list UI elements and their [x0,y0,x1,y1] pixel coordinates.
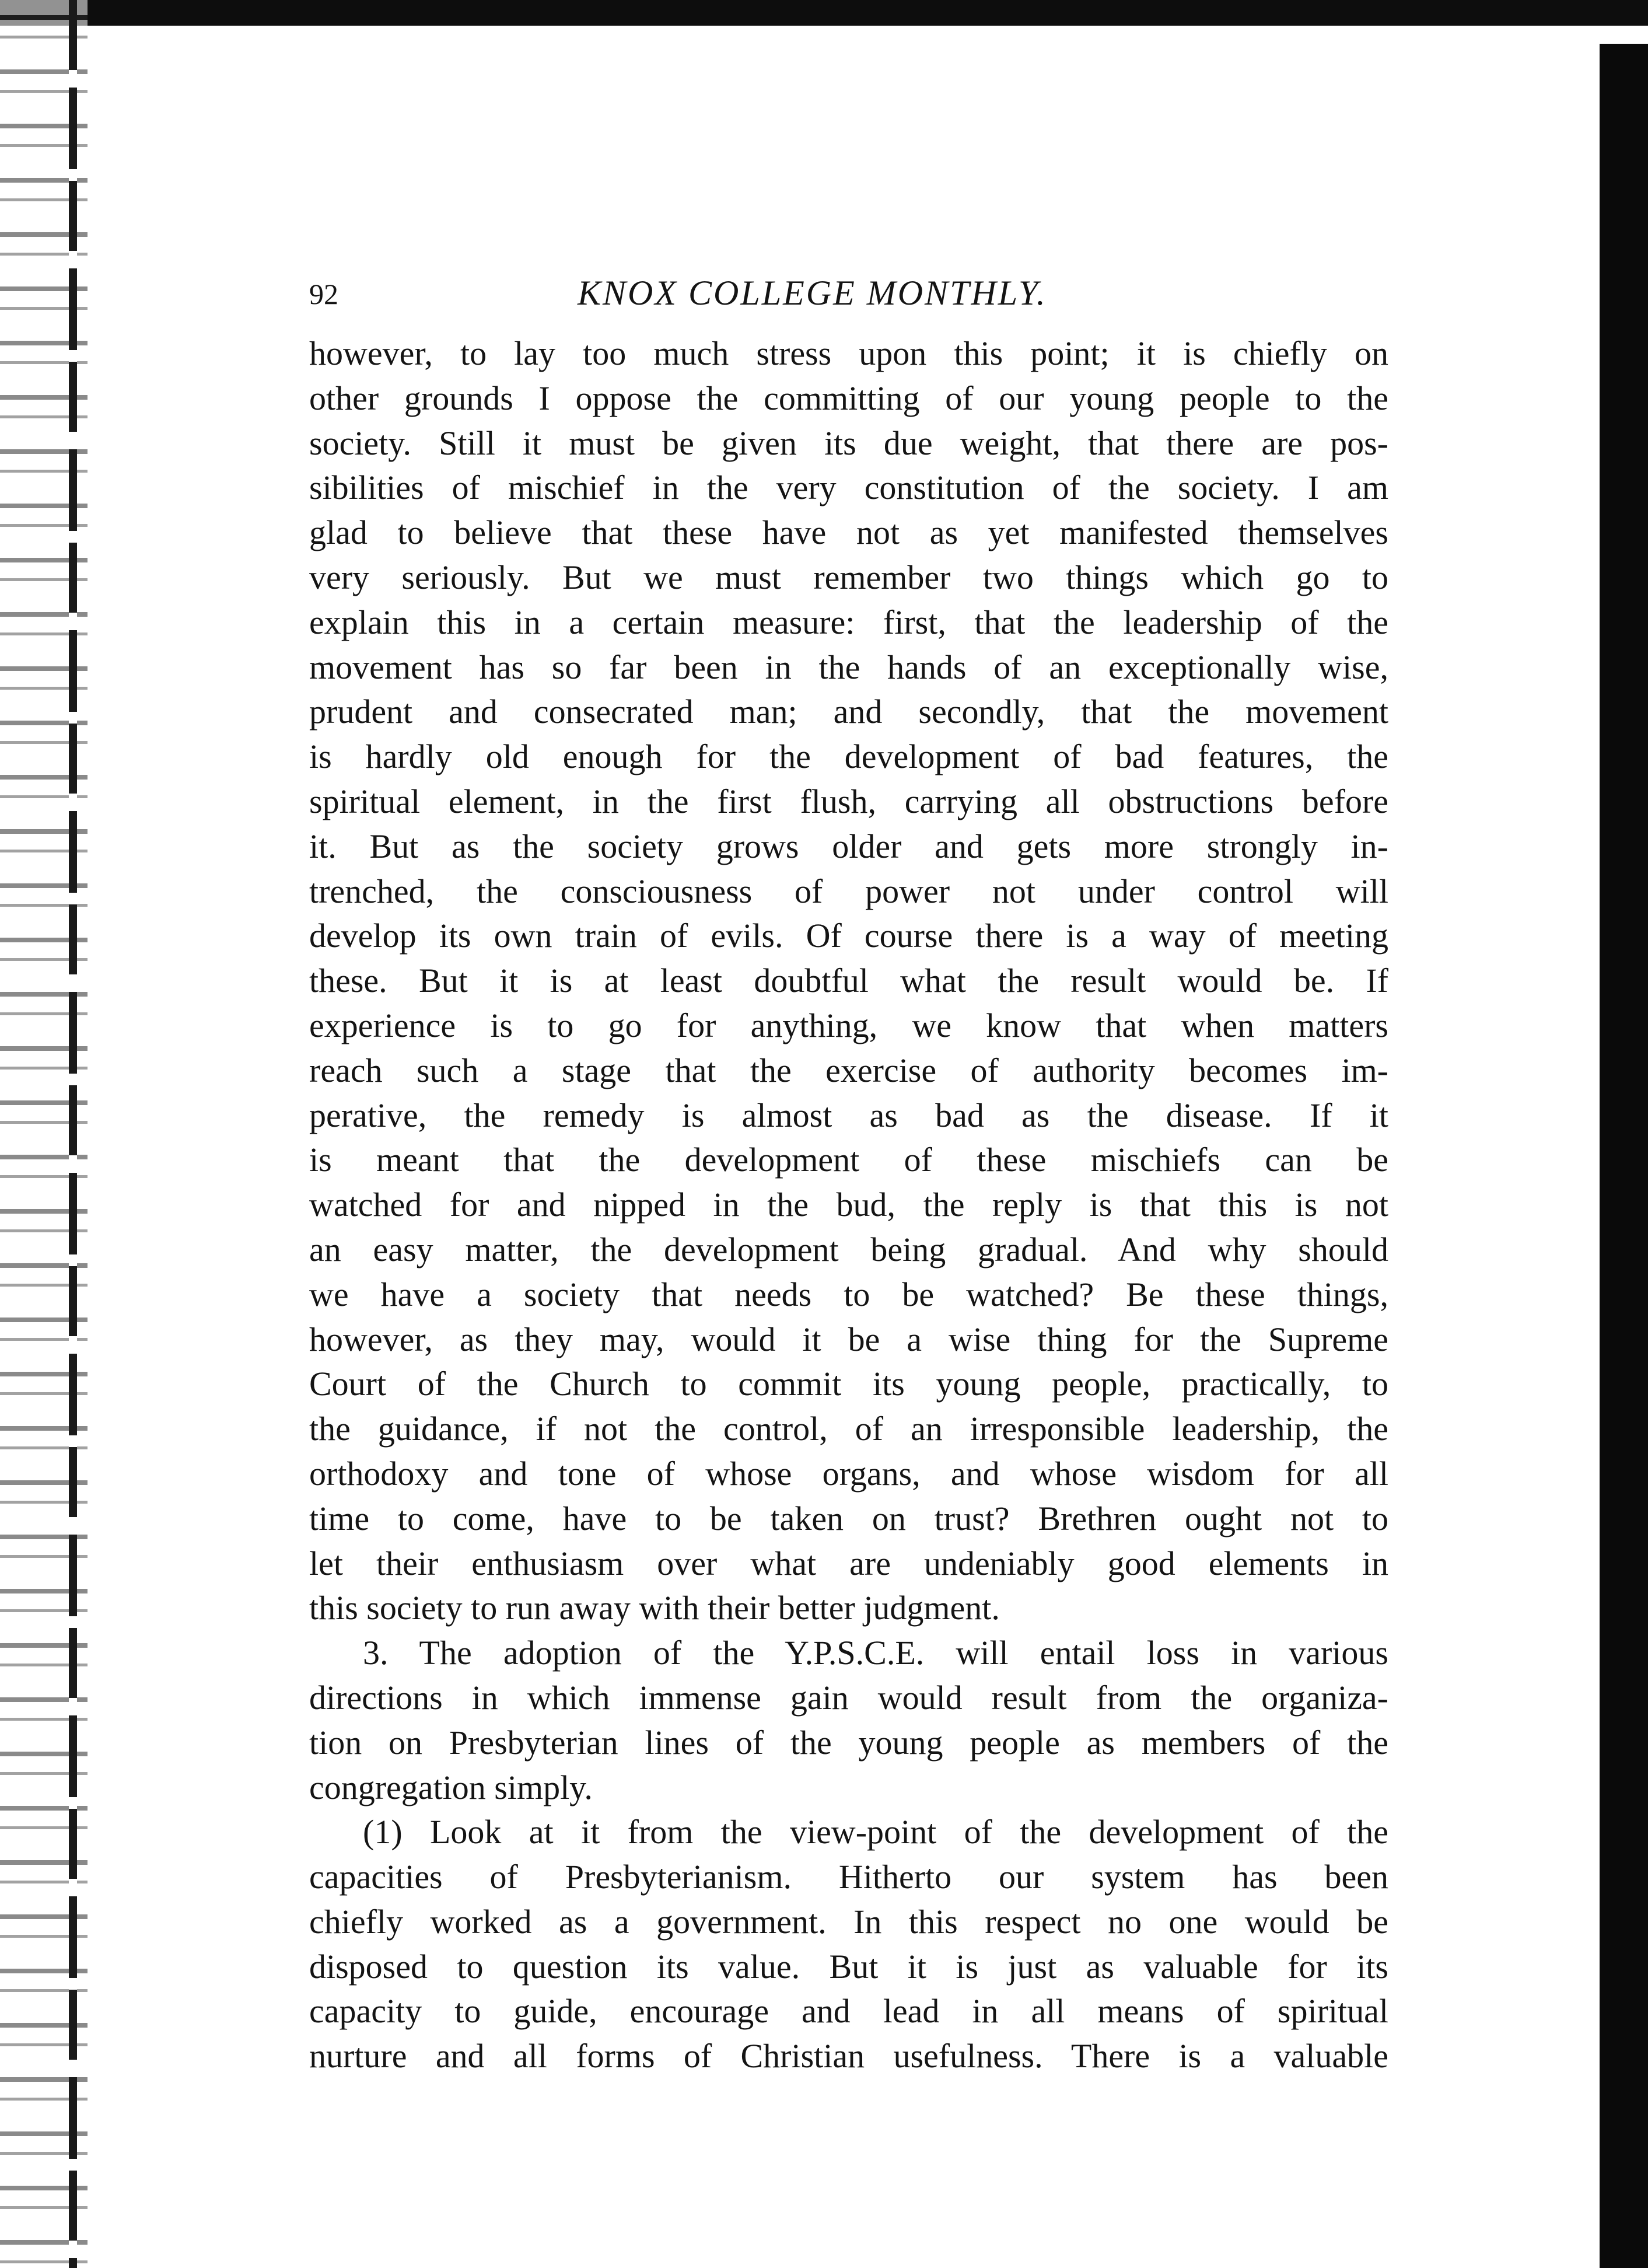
paragraph [309,1631,1388,1810]
paragraph [309,331,1388,1631]
text-line: society. Still it must be given its due weight, that there are pos- [309,424,1388,462]
text-line: is hardly old enough for the development of bad features, the [309,738,1388,776]
text-line: tion on Presbyterian lines of the young people as members of the [309,1723,1388,1762]
text-line: reach such a stage that the exercise of authority becomes im- [309,1051,1388,1089]
text-line: 3. The adoption of the Y.P.S.C.E. will entail loss in various [363,1634,1388,1672]
text-line: (1) Look at it from the view-point of the development of the [363,1813,1388,1851]
book-page [309,267,1388,2079]
text-line: prudent and consecrated man; and secondly, that the movement [309,693,1388,731]
text-line: an easy matter, the development being gradual. And why should [309,1230,1388,1268]
text-line: glad to believe that these have not as yet manifested themselves [309,513,1388,552]
text-line: perative, the remedy is almost as bad as the disease. If it [309,1096,1388,1134]
paragraph [309,1810,1388,2079]
text-line: other grounds I oppose the committing of our young people to the [309,379,1388,417]
text-line: nurture and all forms of Christian usefulness. There is a valuable [309,2037,1388,2075]
text-line: disposed to question its value. But it is just as valuable for its [309,1947,1388,1986]
running-title: KNOX COLLEGE MONTHLY. [578,274,1047,312]
text-line: Court of the Church to commit its young people, practically, to [309,1365,1388,1403]
text-line: let their enthusiasm over what are undeniably good elements in [309,1544,1388,1582]
text-line: this society to run away with their better judgment. [309,1589,1000,1627]
text-line: movement has so far been in the hands of an exceptionally wise, [309,648,1388,686]
text-line: capacity to guide, encourage and lead in all means of spiritual [309,1992,1388,2031]
text-line: chiefly worked as a government. In this respect no one would be [309,1902,1388,1941]
text-line: capacities of Presbyterianism. Hitherto our system has been [309,1858,1388,1896]
text-line: time to come, have to be taken on trust? Brethren ought not to [309,1499,1388,1537]
text-line: sibilities of mischief in the very constitution of the society. I am [309,469,1388,507]
text-line: very seriously. But we must remember two things which go to [309,558,1388,596]
text-line: experience is to go for anything, we know that when matters [309,1006,1388,1044]
page-number: 92 [309,278,338,310]
text-line: directions in which immense gain would result from the organiza- [309,1678,1388,1717]
scan-top-edge [0,0,1648,26]
text-line: watched for and nipped in the bud, the reply is that this is not [309,1186,1388,1224]
text-line: develop its own train of evils. Of course there is a way of meeting [309,917,1388,955]
text-line: orthodoxy and tone of whose organs, and whose wisdom for all [309,1454,1388,1493]
scan-spine-shadow [69,0,77,2268]
text-line: however, as they may, would it be a wise thing for the Supreme [309,1320,1388,1358]
text-line: congregation simply. [309,1768,593,1806]
text-line: we have a society that needs to be watched? Be these things, [309,1275,1388,1313]
text-line: the guidance, if not the control, of an irresponsible leadership, the [309,1410,1388,1448]
body-text [309,331,1388,2079]
text-line: these. But it is at least doubtful what the result would be. If [309,962,1388,1000]
text-line: however, to lay too much stress upon this point; it is chiefly on [309,334,1388,372]
text-line: explain this in a certain measure: first, that the leadership of the [309,603,1388,641]
text-line: is meant that the development of these mischiefs can be [309,1141,1388,1179]
text-line: spiritual element, in the first flush, carrying all obstructions before [309,782,1388,820]
text-line: trenched, the consciousness of power not under control will [309,872,1388,910]
running-head [309,267,1388,331]
text-line: it. But as the society grows older and gets more strongly in- [309,827,1388,865]
scan-right-edge [1600,44,1648,2268]
